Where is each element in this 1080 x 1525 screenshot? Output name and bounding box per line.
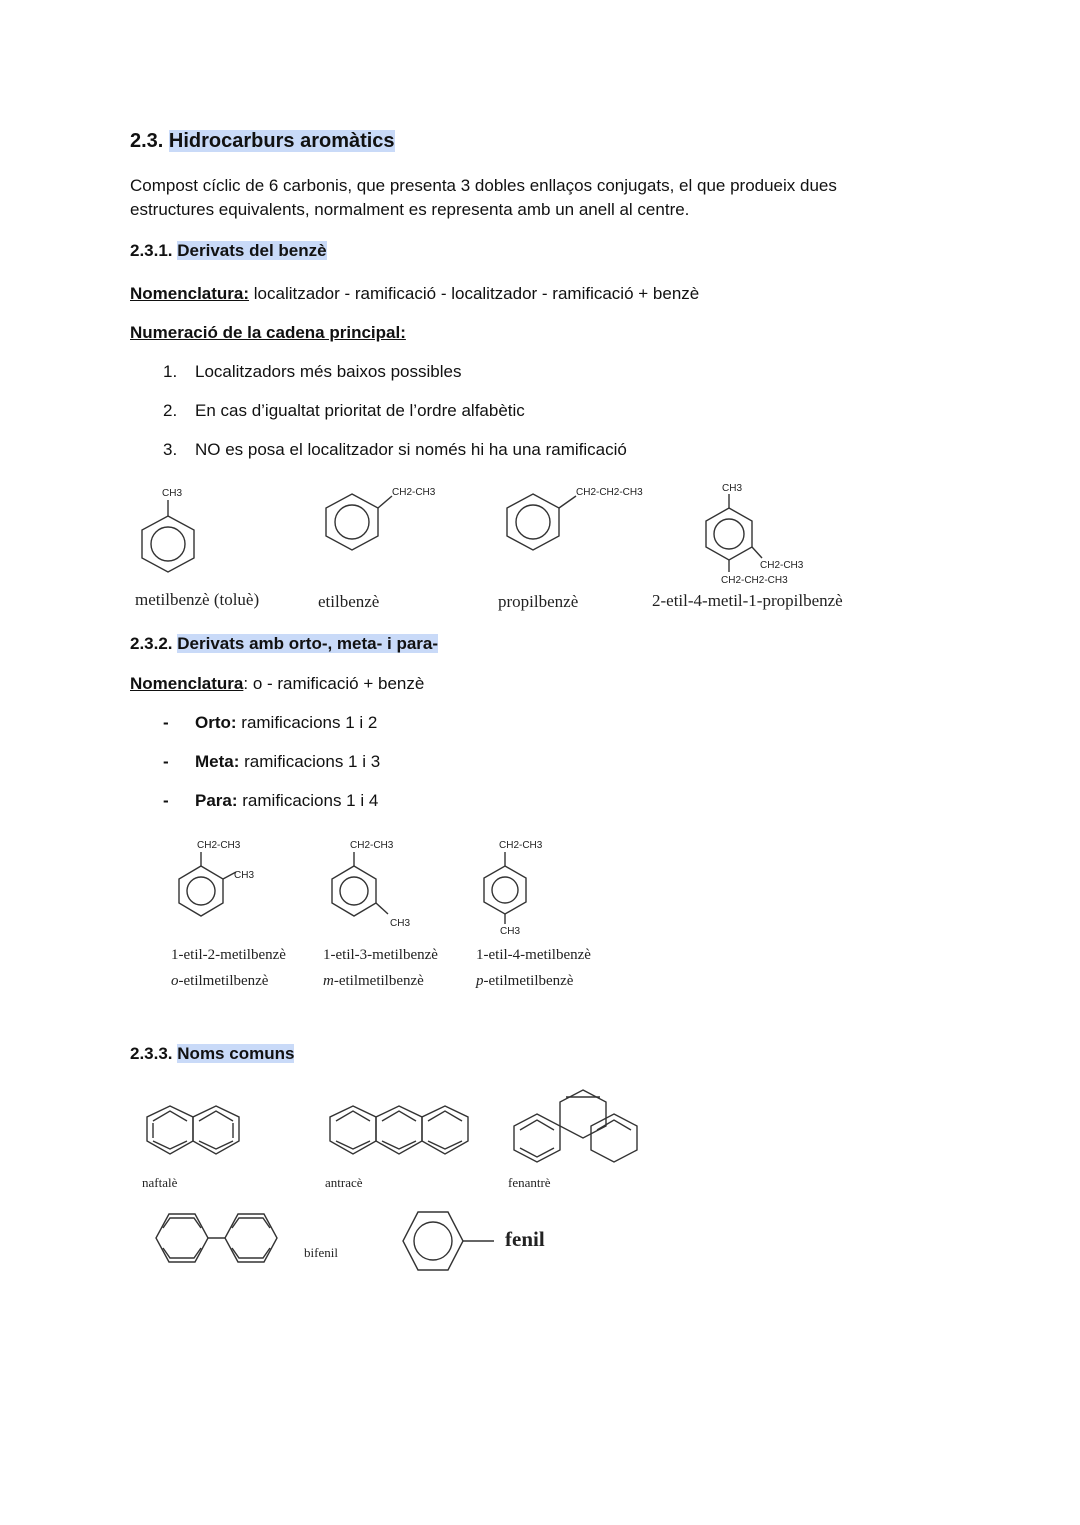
para-item: - Para: ramificacions 1 i 4 xyxy=(163,791,379,810)
ethylbenzene-structure xyxy=(326,487,436,550)
meta-item: - Meta: ramificacions 1 i 3 xyxy=(163,752,381,771)
substituent-label: CH3 xyxy=(162,488,183,499)
caption-toluene: metilbenzè (toluè) xyxy=(135,590,260,609)
substituent-label: CH3 xyxy=(500,926,521,937)
orto-item: - Orto: ramificacions 1 i 2 xyxy=(163,713,378,732)
caption-trisubstituted: 2-etil-4-metil-1-propilbenzè xyxy=(652,591,843,610)
anthracene-structure xyxy=(330,1106,468,1154)
substituent-label: CH2-CH3 xyxy=(392,487,436,498)
propylbenzene-structure xyxy=(507,487,643,550)
substituent-label: CH3 xyxy=(234,870,255,881)
caption-ortho-common: o-etilmetilbenzè xyxy=(171,973,269,989)
substituent-label: CH2-CH3 xyxy=(499,840,543,851)
subsection-3-title: 2.3.3. Noms comuns xyxy=(130,1044,295,1063)
caption-anthracene: antracè xyxy=(325,1175,363,1190)
caption-propylbenzene: propilbenzè xyxy=(498,592,579,611)
phenanthrene-structure xyxy=(514,1090,637,1162)
substituent-label: CH2-CH3 xyxy=(760,560,804,571)
caption-ethylbenzene: etilbenzè xyxy=(318,592,380,611)
caption-naphthalene: naftalè xyxy=(142,1175,178,1190)
meta-structure xyxy=(332,840,410,929)
phenyl-structure xyxy=(403,1212,494,1270)
rule-item: 1. Localitzadors més baixos possibles xyxy=(163,362,462,381)
biphenyl-structure xyxy=(156,1214,277,1262)
caption-meta-iupac: 1-etil-3-metilbenzè xyxy=(323,947,438,963)
numeracio-heading: Numeració de la cadena principal: xyxy=(130,323,406,342)
substituent-label: CH2-CH2-CH3 xyxy=(576,487,643,498)
rule-item: 2. En cas d’igualtat prioritat de l’ordre alfabètic xyxy=(163,401,525,420)
substituent-label: CH3 xyxy=(390,918,411,929)
caption-para-iupac: 1-etil-4-metilbenzè xyxy=(476,947,591,963)
ortho-structure xyxy=(179,840,254,916)
substituent-label: CH2-CH3 xyxy=(197,840,241,851)
naphthalene-structure xyxy=(147,1106,239,1154)
caption-meta-common: m-etilmetilbenzè xyxy=(323,973,424,989)
intro-paragraph: Compost cíclic de 6 carbonis, que presenta 3 dobles enllaços conjugats, el que produeix dues estructures equivalents, normalment es representa amb un anell al centre. xyxy=(130,176,837,219)
nomenclatura-1: Nomenclatura: localitzador - ramificació - localitzador - ramificació + benzè xyxy=(130,284,700,303)
caption-biphenyl: bifenil xyxy=(304,1245,338,1260)
subsection-2-title: 2.3.2. Derivats amb orto-, meta- i para- xyxy=(130,634,439,653)
subsection-1-title: 2.3.1. Derivats del benzè xyxy=(130,241,327,260)
substituent-label: CH2-CH3 xyxy=(350,840,394,851)
substituent-label: CH3 xyxy=(722,483,743,494)
rule-item: 3. NO es posa el localitzador si només hi ha una ramificació xyxy=(163,440,627,459)
para-structure xyxy=(484,840,543,937)
toluene-structure xyxy=(142,488,194,572)
caption-phenyl: fenil xyxy=(505,1227,545,1251)
caption-para-common: p-etilmetilbenzè xyxy=(476,973,574,989)
substituent-label: CH2-CH2-CH3 xyxy=(721,575,788,586)
caption-phenanthrene: fenantrè xyxy=(508,1175,551,1190)
section-title: 2.3. Hidrocarburs aromàtics xyxy=(130,130,395,152)
caption-ortho-iupac: 1-etil-2-metilbenzè xyxy=(171,947,286,963)
trisubstituted-benzene-structure xyxy=(706,483,804,586)
nomenclatura-2: Nomenclatura: o - ramificació + benzè xyxy=(130,674,425,693)
